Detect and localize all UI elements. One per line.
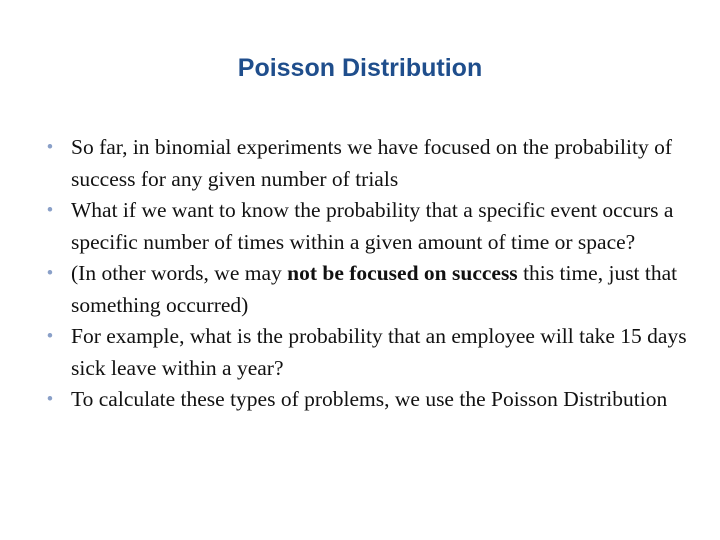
bullet-icon: • (46, 200, 54, 221)
bullet-icon: • (46, 263, 54, 284)
bullet-item-3 (0, 258, 690, 321)
bullet-text: To calculate these types of problems, we use the Poisson Distribution (71, 387, 668, 411)
bullet-item-1 (0, 132, 690, 195)
bullet-icon: • (46, 389, 54, 410)
bullet-text: What if we want to know the probability that a specific event occurs a specific number of times within a given amount of time or space? (71, 198, 674, 254)
bullet-text-pre: (In other words, we may (71, 261, 288, 285)
bullet-text-post: this time, just that something occurred) (71, 261, 678, 317)
bullet-text-emphasis: not be focused on success (287, 261, 518, 285)
bullet-item-4 (0, 321, 690, 384)
bullet-item-5 (0, 384, 690, 416)
bullet-list (0, 132, 690, 416)
bullet-icon: • (46, 137, 54, 158)
bullet-text: For example, what is the probability that an employee will take 15 days sick leave within a year? (71, 324, 687, 380)
bullet-item-2 (0, 195, 690, 258)
bullet-icon: • (46, 326, 54, 347)
bullet-text: So far, in binomial experiments we have focused on the probability of success for any given number of trials (71, 135, 672, 191)
slide-title: Poisson Distribution (237, 54, 483, 82)
